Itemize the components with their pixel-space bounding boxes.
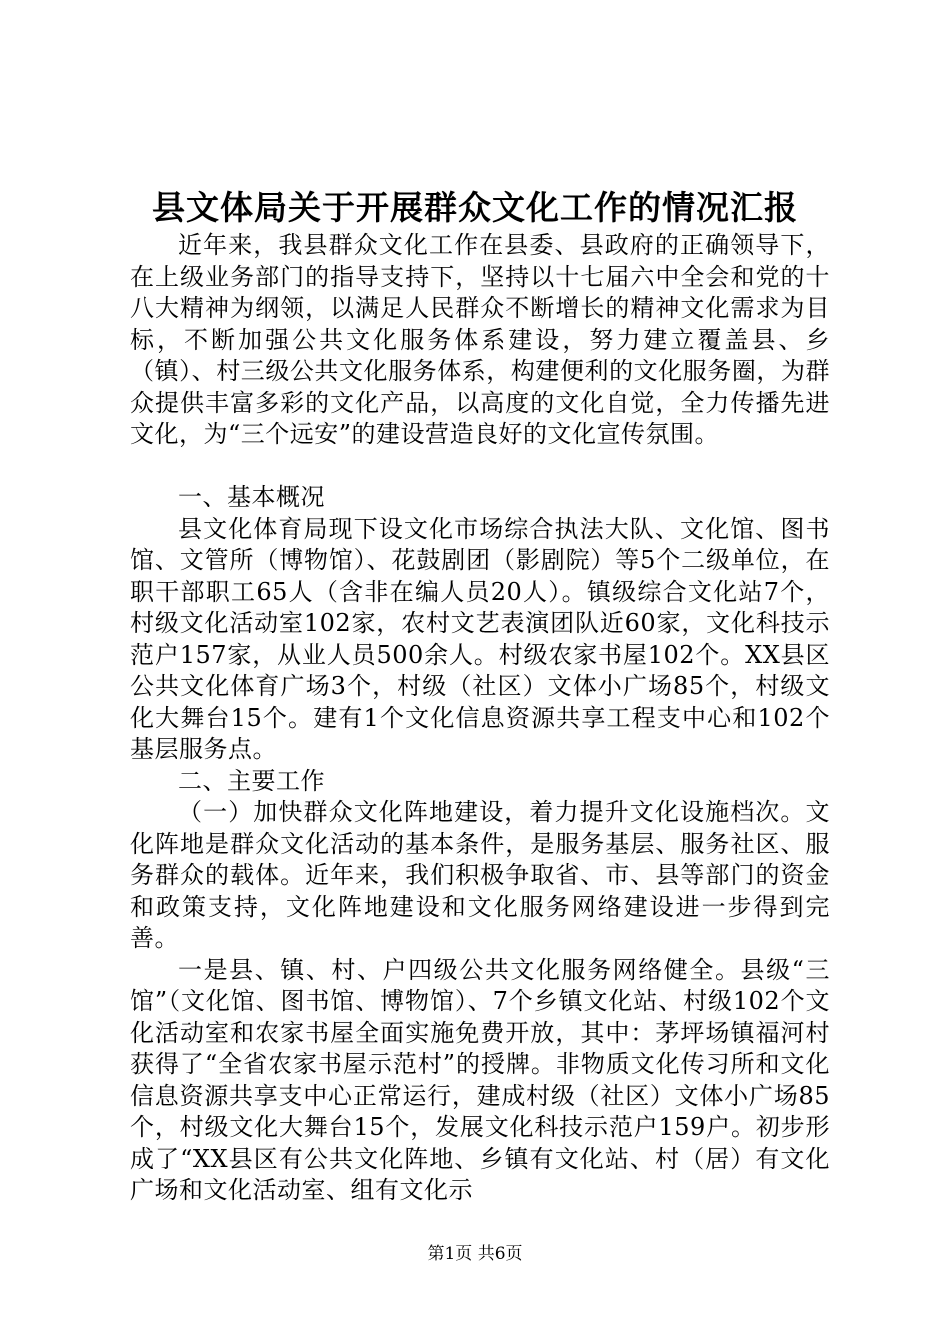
paragraph-spacer xyxy=(130,451,830,483)
basic-overview-paragraph: 县文化体育局现下设文化市场综合执法大队、文化馆、图书馆、文管所（博物馆）、花鼓剧团（影剧院）等5个二级单位，在职干部职工65人（含非在编人员20人）。镇级综合文化站7个，村级文化活动室102家，农村文艺表演团队近60家，文化科技示范户157家，从业人员500余人。村级农家书屋102个。XX县区公共文化体育广场3个，村级（社区）文体小广场85个，村级文化大舞台15个。建有1个文化信息资源共享工程支中心和102个基层服务点。 xyxy=(130,514,830,763)
document-body xyxy=(130,230,830,1207)
page-number-footer: 第1页 共6页 xyxy=(427,1244,523,1264)
document-title: 县文体局关于开展群众文化工作的情况汇报 xyxy=(152,188,798,227)
section-heading-main-work: 二、主要工作 xyxy=(178,766,325,795)
section-heading-basic-overview: 一、基本概况 xyxy=(178,483,325,511)
main-work-paragraph-1: （一）加快群众文化阵地建设，着力提升文化设施档次。文化阵地是群众文化活动的基本条件，是服务基层、服务社区、服务群众的载体。近年来，我们积极争取省、市、县等部门的资金和政策支持，文化阵地建设和文化服务网络建设进一步得到完善。 xyxy=(130,798,830,952)
intro-paragraph: 近年来，我县群众文化工作在县委、县政府的正确领导下，在上级业务部门的指导支持下，坚持以十七届六中全会和党的十八大精神为纲领，以满足人民群众不断增长的精神文化需求为目标，不断加强公共文化服务体系建设，努力建立覆盖县、乡（镇）、村三级公共文化服务体系，构建便利的文化服务圈，为群众提供丰富多彩的文化产品，以高度的文化自觉，全力传播先进文化，为“三个远安”的建设营造良好的文化宣传氛围。 xyxy=(130,231,830,448)
main-work-paragraph-2: 一是县、镇、村、户四级公共文化服务网络健全。县级“三馆”（文化馆、图书馆、博物馆）、7个乡镇文化站、村级102个文化活动室和农家书屋全面实施免费开放，其中：茅坪场镇福河村获得了“全省农家书屋示范村”的授牌。非物质文化传习所和文化信息资源共享支中心正常运行，建成村级（社区）文体小广场85个，村级文化大舞台15个，发展文化科技示范户159户。初步形成了“XX县区有公共文化阵地、乡镇有文化站、村（居）有文化广场和文化活动室、组有文化示 xyxy=(130,955,830,1204)
